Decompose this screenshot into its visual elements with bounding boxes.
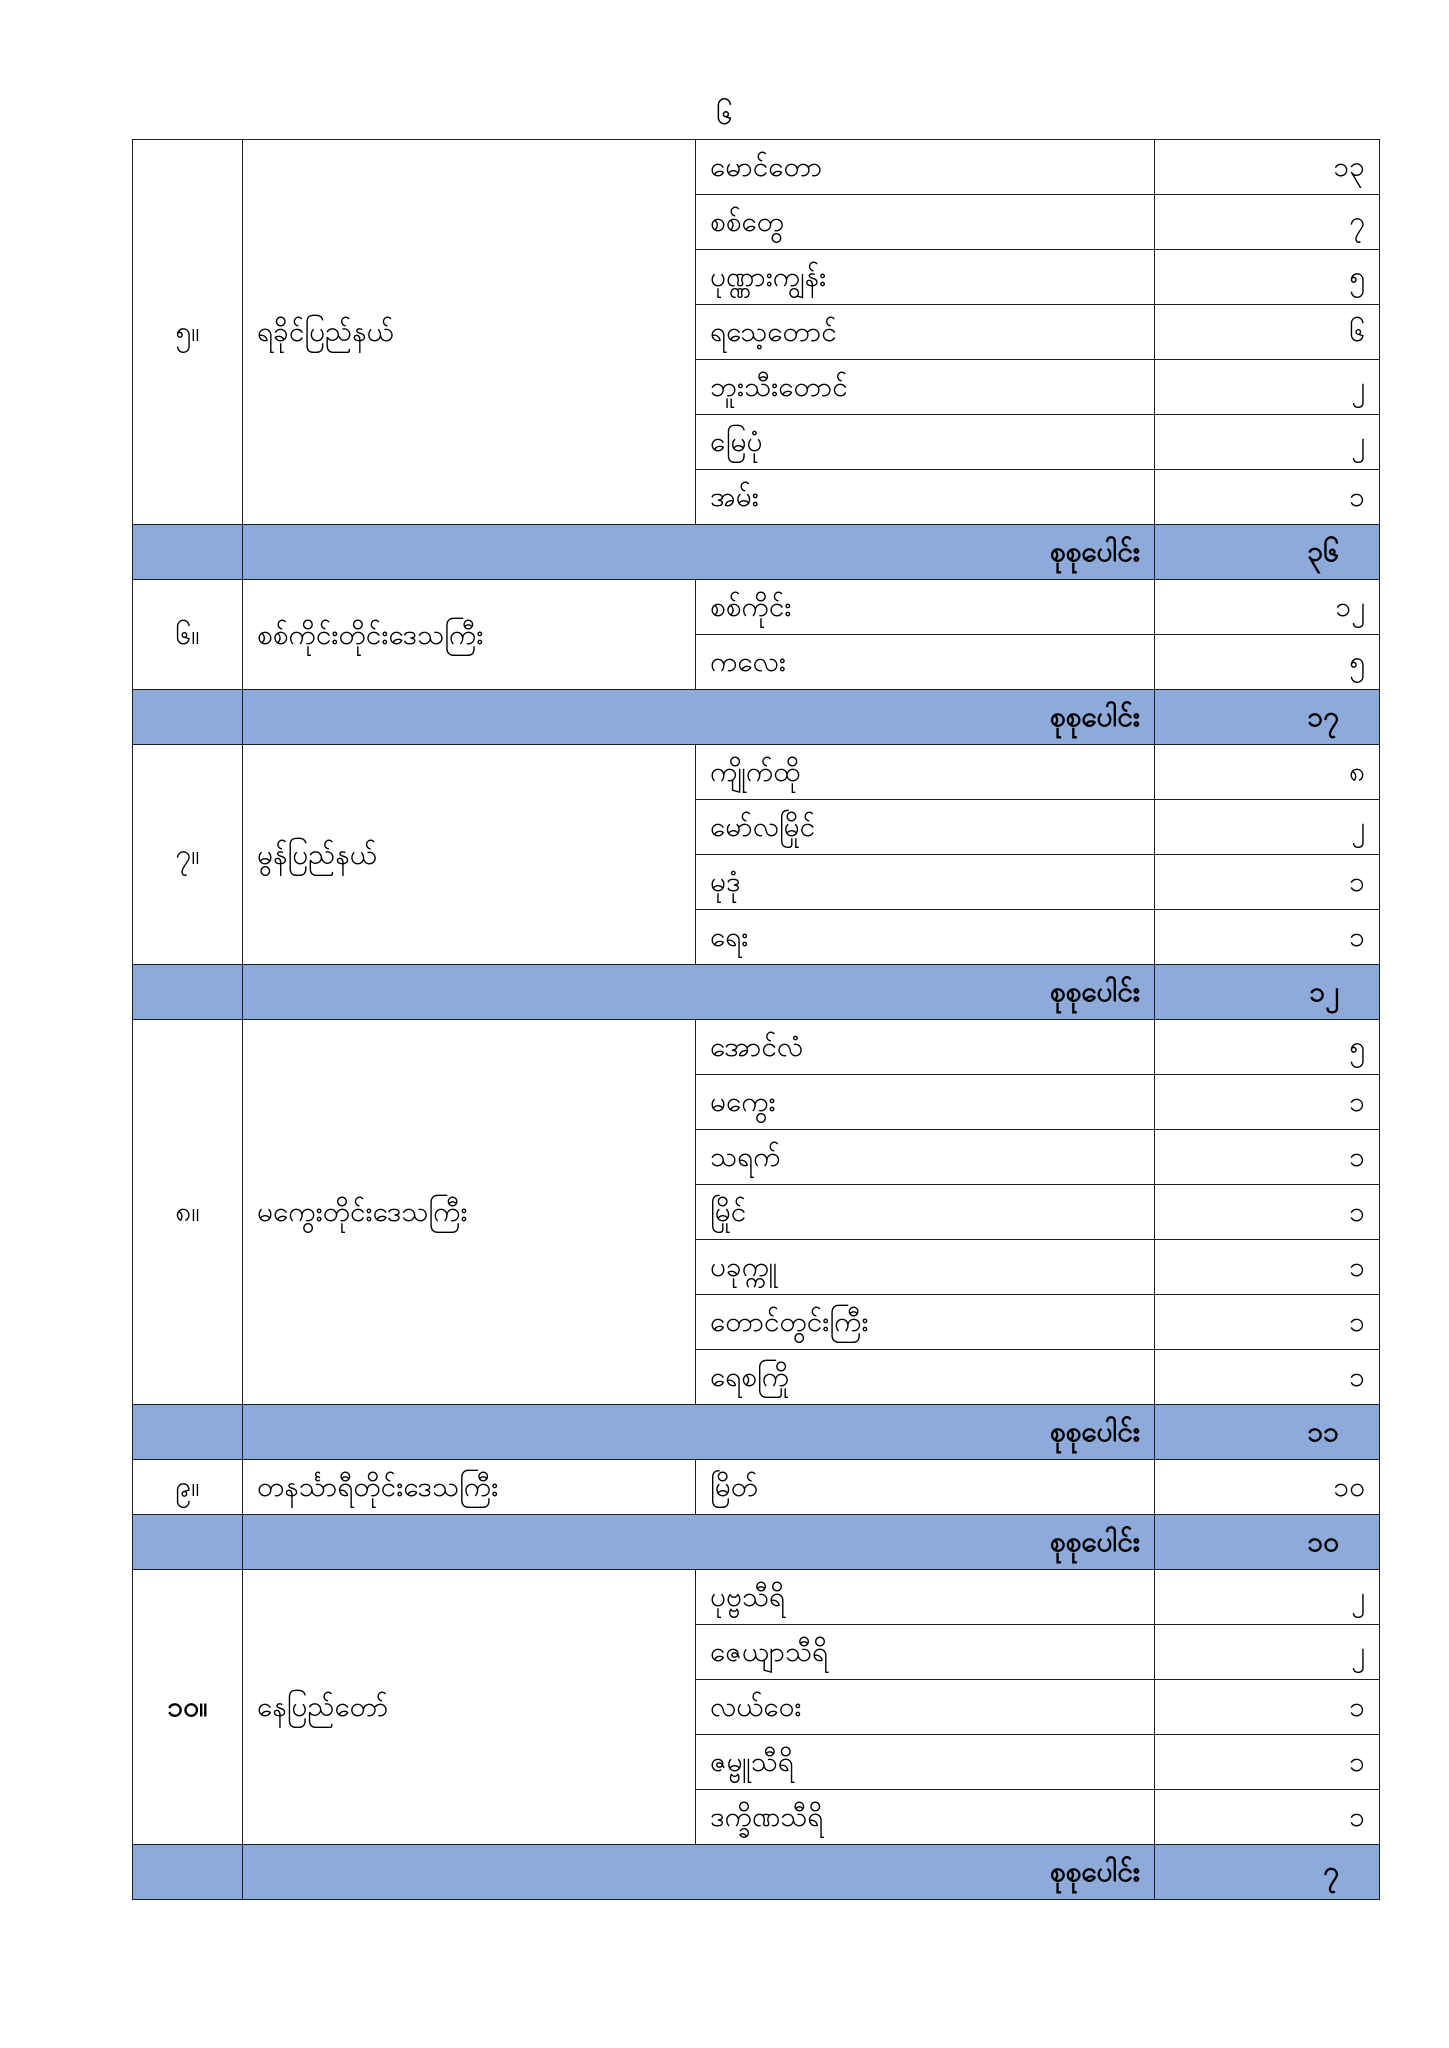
total-label: စုစုပေါင်း xyxy=(243,690,1155,745)
total-row xyxy=(133,965,1380,1020)
total-row xyxy=(133,1515,1380,1570)
township-name: မြိုင် xyxy=(696,1185,1155,1240)
total-blank-cell xyxy=(133,690,243,745)
township-name: ပုဗ္ဗသီရိ xyxy=(696,1570,1155,1625)
township-name: ရေး xyxy=(696,910,1155,965)
township-name: ရေစကြို xyxy=(696,1350,1155,1405)
region-name: တနင်္သာရီတိုင်းဒေသကြီး xyxy=(243,1460,696,1515)
total-blank-cell xyxy=(133,965,243,1020)
township-name: ပုဏ္ဏားကျွန်း xyxy=(696,250,1155,305)
region-name: စစ်ကိုင်းတိုင်းဒေသကြီး xyxy=(243,580,696,690)
township-count: ၂ xyxy=(1155,1625,1380,1680)
region-name: နေပြည်တော် xyxy=(243,1570,696,1845)
township-name: ပခုက္ကူ xyxy=(696,1240,1155,1295)
total-label: စုစုပေါင်း xyxy=(243,1845,1155,1900)
township-name: မြိတ် xyxy=(696,1460,1155,1515)
township-name: မုဒုံ xyxy=(696,855,1155,910)
township-count: ၁ xyxy=(1155,1790,1380,1845)
township-count: ၁ xyxy=(1155,1295,1380,1350)
township-name: စစ်ကိုင်း xyxy=(696,580,1155,635)
total-label: စုစုပေါင်း xyxy=(243,525,1155,580)
total-value: ၁၇ xyxy=(1155,690,1380,745)
township-count: ၂ xyxy=(1155,360,1380,415)
township-count: ၁၀ xyxy=(1155,1460,1380,1515)
township-name: ဇမ္ဗူသီရိ xyxy=(696,1735,1155,1790)
township-count: ၁၂ xyxy=(1155,580,1380,635)
township-count: ၁ xyxy=(1155,1735,1380,1790)
total-value: ၇ xyxy=(1155,1845,1380,1900)
township-count: ၁၃ xyxy=(1155,140,1380,195)
township-count: ၁ xyxy=(1155,1185,1380,1240)
township-count: ၅ xyxy=(1155,250,1380,305)
township-name: ဘူးသီးတောင် xyxy=(696,360,1155,415)
total-row xyxy=(133,525,1380,580)
township-count: ၅ xyxy=(1155,1020,1380,1075)
township-name: ဇေယျာသီရိ xyxy=(696,1625,1155,1680)
group-number: ၈။ xyxy=(133,1020,243,1405)
group-number: ၉။ xyxy=(133,1460,243,1515)
township-count: ၁ xyxy=(1155,1680,1380,1735)
table-row xyxy=(133,1020,1380,1075)
township-count: ၁ xyxy=(1155,855,1380,910)
region-name: မွန်ပြည်နယ် xyxy=(243,745,696,965)
township-name: ကျိုက်ထို xyxy=(696,745,1155,800)
table-row xyxy=(133,580,1380,635)
township-count: ၂ xyxy=(1155,800,1380,855)
group-number: ၁၀။ xyxy=(133,1570,243,1845)
total-blank-cell xyxy=(133,1515,243,1570)
township-name: အမ်း xyxy=(696,470,1155,525)
table-row xyxy=(133,745,1380,800)
total-value: ၃၆ xyxy=(1155,525,1380,580)
township-name: မကွေး xyxy=(696,1075,1155,1130)
township-count-table xyxy=(132,139,1380,1900)
township-name: တောင်တွင်းကြီး xyxy=(696,1295,1155,1350)
total-blank-cell xyxy=(133,525,243,580)
township-name: လယ်ဝေး xyxy=(696,1680,1155,1735)
township-count: ၂ xyxy=(1155,1570,1380,1625)
township-count: ၂ xyxy=(1155,415,1380,470)
total-value: ၁၂ xyxy=(1155,965,1380,1020)
township-count: ၁ xyxy=(1155,1350,1380,1405)
township-name: မြေပုံ xyxy=(696,415,1155,470)
township-count: ၁ xyxy=(1155,470,1380,525)
total-value: ၁၁ xyxy=(1155,1405,1380,1460)
township-count: ၁ xyxy=(1155,1240,1380,1295)
township-count: ၆ xyxy=(1155,305,1380,360)
township-name: ဒက္ခိဏသီရိ xyxy=(696,1790,1155,1845)
page-number: ၆ xyxy=(716,97,733,132)
total-blank-cell xyxy=(133,1405,243,1460)
region-name: ရခိုင်ပြည်နယ် xyxy=(243,140,696,525)
township-name: သရက် xyxy=(696,1130,1155,1185)
township-count: ၁ xyxy=(1155,910,1380,965)
table-row xyxy=(133,1460,1380,1515)
table-row xyxy=(133,1570,1380,1625)
total-row xyxy=(133,1405,1380,1460)
total-value: ၁၀ xyxy=(1155,1515,1380,1570)
table-row xyxy=(133,140,1380,195)
township-name: မောင်တော xyxy=(696,140,1155,195)
township-count: ၈ xyxy=(1155,745,1380,800)
total-row xyxy=(133,1845,1380,1900)
group-number: ၇။ xyxy=(133,745,243,965)
township-name: မော်လမြိုင် xyxy=(696,800,1155,855)
total-row xyxy=(133,690,1380,745)
township-count: ၁ xyxy=(1155,1130,1380,1185)
total-label: စုစုပေါင်း xyxy=(243,1515,1155,1570)
township-name: အောင်လံ xyxy=(696,1020,1155,1075)
township-count: ၁ xyxy=(1155,1075,1380,1130)
group-number: ၅။ xyxy=(133,140,243,525)
total-blank-cell xyxy=(133,1845,243,1900)
township-count: ၅ xyxy=(1155,635,1380,690)
township-name: စစ်တွေ xyxy=(696,195,1155,250)
total-label: စုစုပေါင်း xyxy=(243,965,1155,1020)
township-name: ရသေ့တောင် xyxy=(696,305,1155,360)
table-body xyxy=(133,140,1380,1900)
township-name: ကလေး xyxy=(696,635,1155,690)
group-number: ၆။ xyxy=(133,580,243,690)
region-name: မကွေးတိုင်းဒေသကြီး xyxy=(243,1020,696,1405)
total-label: စုစုပေါင်း xyxy=(243,1405,1155,1460)
township-count: ၇ xyxy=(1155,195,1380,250)
